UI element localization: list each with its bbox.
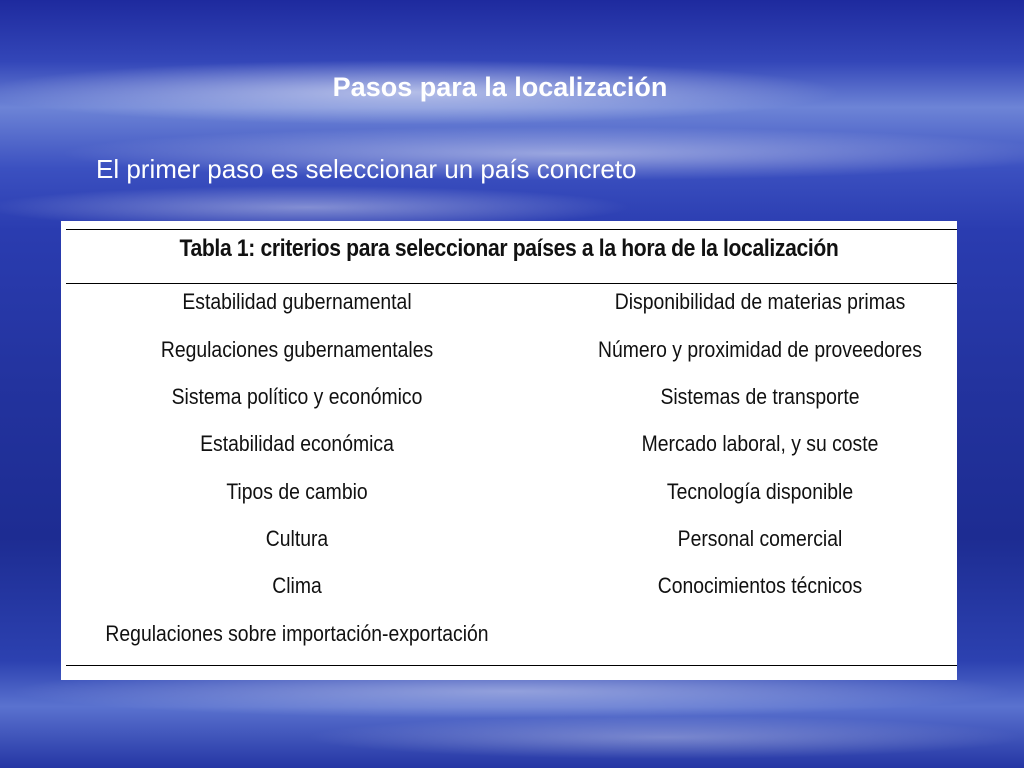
table-cell-right: Conocimientos técnicos (657, 573, 863, 598)
table-row (61, 384, 957, 424)
table-cell-left: Estabilidad económica (200, 431, 394, 456)
table-cell-right: Personal comercial (677, 526, 843, 551)
table-cell-right: Número y proximidad de proveedores (598, 337, 922, 362)
table-cell-left: Regulaciones gubernamentales (160, 337, 434, 362)
table-row (61, 431, 957, 471)
table-header-rule (66, 283, 957, 284)
table-row (61, 337, 957, 377)
table-cell-left: Estabilidad gubernamental (182, 289, 412, 314)
table-cell-left: Sistema político y económico (171, 384, 423, 409)
table-cell-right: Tecnología disponible (666, 479, 854, 504)
table-row (61, 289, 957, 329)
table-cell-right: Sistemas de transporte (660, 384, 860, 409)
table-cell-right: Mercado laboral, y su coste (641, 431, 879, 456)
table-cell-left: Tipos de cambio (226, 479, 368, 504)
table-cell-right: Disponibilidad de materias primas (614, 289, 906, 314)
table-top-rule (66, 229, 957, 230)
table-caption: Tabla 1: criterios para seleccionar países a la hora de la localización (179, 235, 839, 262)
table-bottom-rule (66, 665, 957, 666)
slide-title: Pasos para la localización (332, 72, 668, 102)
table-cell-left: Regulaciones sobre importación-exportación (105, 621, 489, 646)
table-row (61, 526, 957, 566)
table-row (61, 621, 957, 661)
table-cell-left: Cultura (265, 526, 329, 551)
table-row (61, 573, 957, 613)
criteria-table (61, 221, 957, 680)
table-row (61, 479, 957, 519)
slide-subtitle: El primer paso es seleccionar un país concreto (96, 154, 637, 184)
table-cell-left: Clima (272, 573, 322, 598)
